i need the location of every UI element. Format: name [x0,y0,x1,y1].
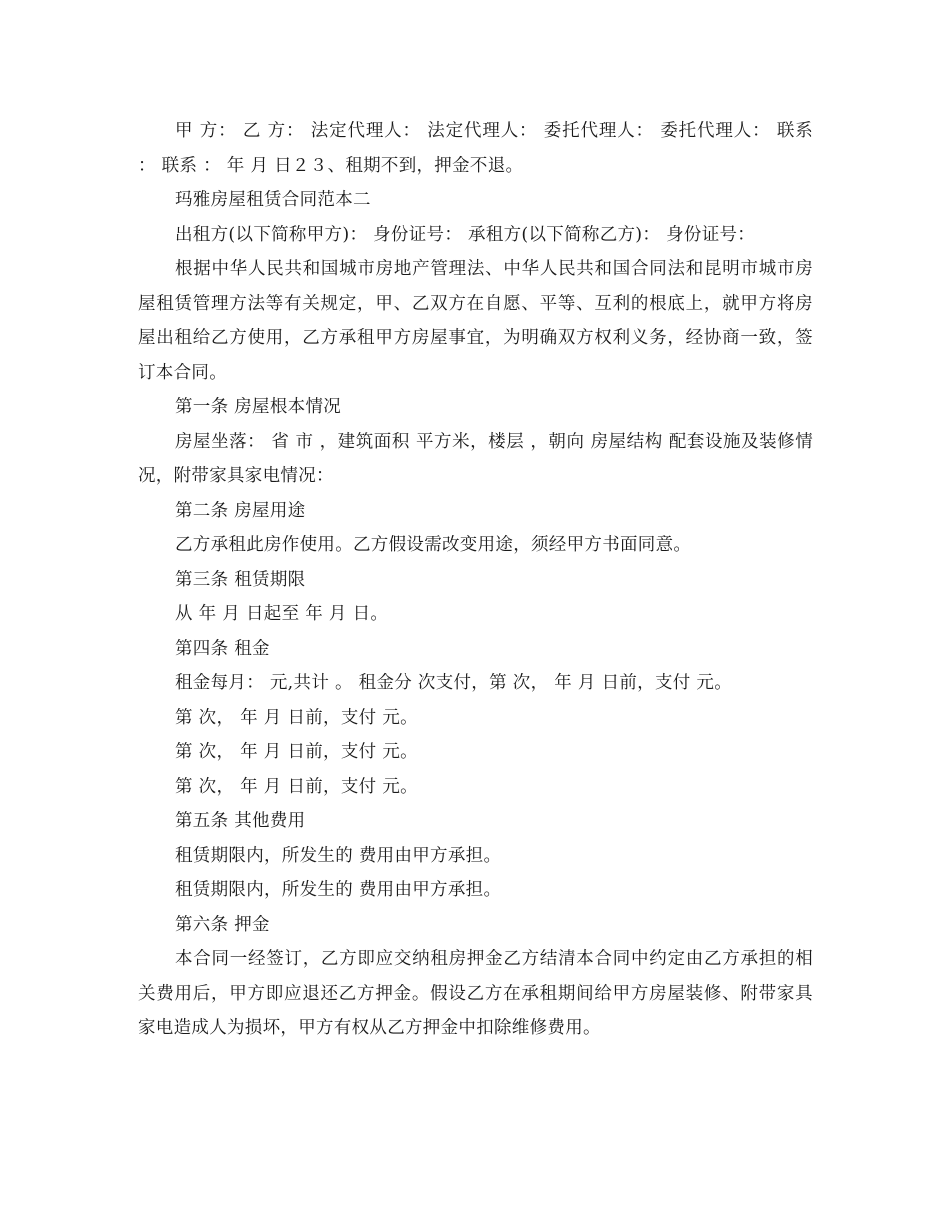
article-3-body: 从 年 月 日起至 年 月 日。 [175,604,389,624]
article-6-heading: 第六条 押金 [175,914,270,935]
preamble-paragraph: 根据中华人民共和国城市房地产管理法、中华人民共和国合同法和昆明市城市房屋租赁管理方法等有关规定，甲、乙双方在自愿、平等、互利的根底上，就甲方将房屋出租给乙方使用，乙方承租甲方房屋事宜，为明确双方权利义务，经协商一致，签订本合同。 [138,259,813,383]
article-5-heading: 第五条 其他费用 [175,811,306,831]
article-4-heading: 第四条 租金 [175,638,270,659]
parties-identification: 出租方(以下简称甲方)： 身份证号： 承租方(以下简称乙方)： 身份证号： [175,224,756,245]
article-2-body: 乙方承租此房作使用。乙方假设需改变用途，须经甲方书面同意。 [175,535,692,555]
article-4-body: 租金每月： 元,共计 。 租金分 次支付，第 次， 年 月 日前，支付 元。 [175,673,733,693]
article-6-body: 本合同一经签订，乙方即应交纳租房押金乙方结清本合同中约定由乙方承担的相关费用后，甲方即应退还乙方押金。假设乙方在承租期间给甲方房屋装修、附带家具家电造成人为损坏，甲方有权从乙方押金中扣除维修费用。 [138,949,813,1038]
article-1-heading: 第一条 房屋根本情况 [175,397,342,417]
article-5-body: 租赁期限内，所发生的 费用由甲方承担。 [175,880,502,900]
payment-installment: 第 次， 年 月 日前，支付 元。 [175,742,418,762]
document-body [138,114,813,1046]
article-1-body: 房屋坐落： 省 市 ，建筑面积 平方米，楼层 ，朝向 房屋结构 配套设施及装修情况，附带家具家电情况： [138,431,813,486]
payment-installment: 第 次， 年 月 日前，支付 元。 [175,707,418,728]
parties-signature-line: 甲 方： 乙 方： 法定代理人： 法定代理人： 委托代理人： 委托代理人： 联系 ： 联系 ： 年 月 日２３、租期不到，押金不退。 [138,121,813,176]
contract-title: 玛雅房屋租赁合同范本二 [175,190,371,210]
article-5-body: 租赁期限内，所发生的 费用由甲方承担。 [175,845,502,866]
article-2-heading: 第二条 房屋用途 [175,500,306,521]
payment-installment: 第 次， 年 月 日前，支付 元。 [175,776,418,797]
article-3-heading: 第三条 租赁期限 [175,569,306,590]
